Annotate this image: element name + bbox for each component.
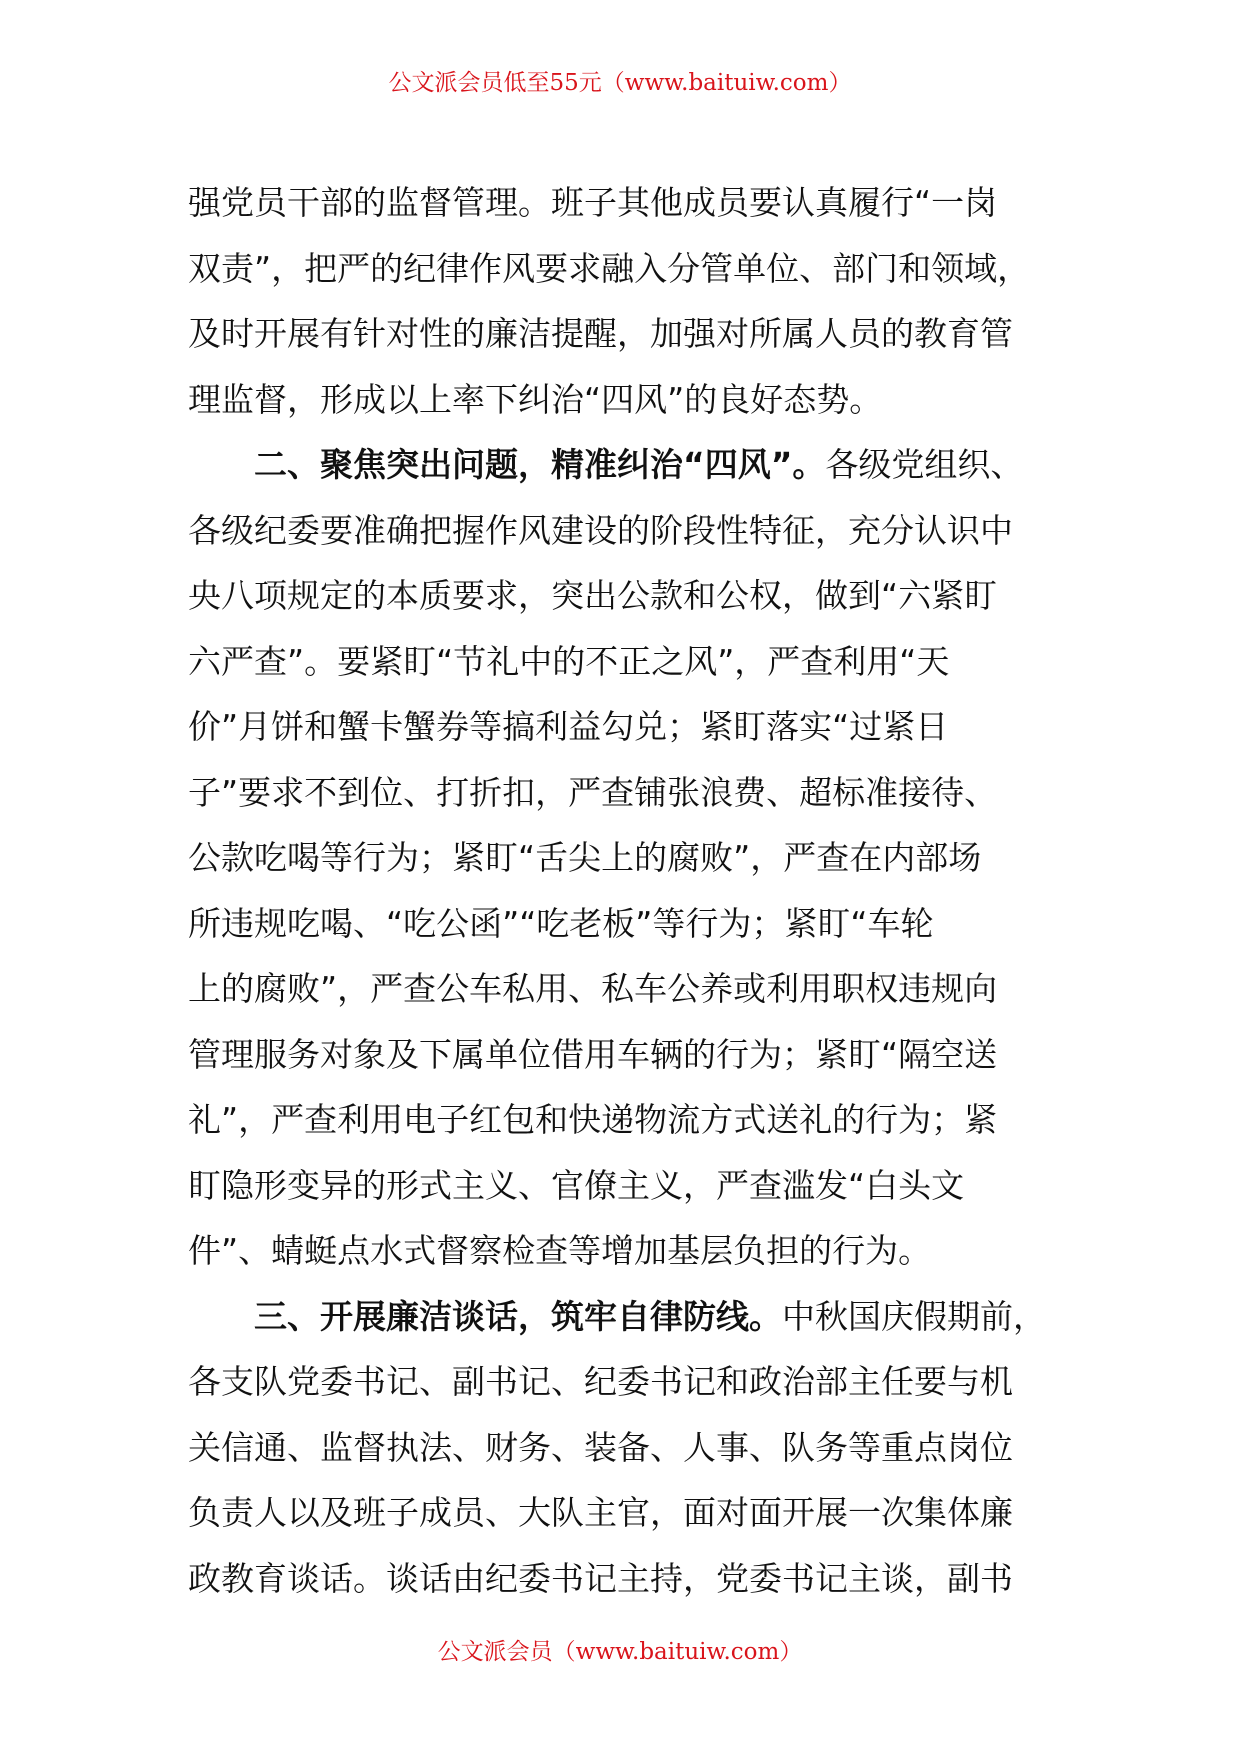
section-2-first-line [188,432,1078,498]
section-2-line: 礼”，严查利用电子红包和快递物流方式送礼的行为；紧 [188,1100,998,1139]
paragraph-1-line-4: 理监督，形成以上率下纠治“四风”的良好态势。 [188,379,883,419]
header-watermark-banner: 公文派会员低至55元（www.baituiw.com） [388,70,852,96]
section-3-first-line-rest: 中秋国庆假期前， [782,1296,1046,1336]
section-2-heading: 二、聚焦突出问题，精准纠治“四风”。 [254,445,826,484]
section-3-line: 各支队党委书记、副书记、纪委书记和政治部主任要与机 [188,1362,1013,1401]
section-3-heading: 三、开展廉洁谈话，筑牢自律防线。 [254,1296,782,1336]
section-2-line: 子”要求不到位、打折扣，严查铺张浪费、超标准接待、 [188,772,998,812]
section-2-line: 公款吃喝等行为；紧盯“舌尖上的腐败”，严查在内部场 [188,838,982,877]
paragraph-1-line-2: 双责”，把严的纪律作风要求融入分管单位、部门和领域， [188,248,1031,288]
footer-watermark-banner: 公文派会员（www.baituiw.com） [437,1639,803,1665]
section-2-line: 管理服务对象及下属单位借用车辆的行为；紧盯“隔空送 [188,1034,998,1074]
section-3-line: 关信通、监督执法、财务、装备、人事、队务等重点岗位 [188,1427,1013,1467]
section-2-line: 盯隐形变异的形式主义、官僚主义，严查滥发“白头文 [188,1165,965,1205]
section-2-line: 件”、蜻蜓点水式督察检查等增加基层负担的行为。 [188,1231,932,1270]
paragraph-1-line-1: 强党员干部的监督管理。班子其他成员要认真履行“一岗 [188,183,998,222]
section-2-line: 所违规吃喝、“吃公函”“吃老板”等行为；紧盯“车轮 [188,903,934,943]
section-3-line: 政教育谈话。谈话由纪委书记主持，党委书记主谈，副书 [188,1558,1013,1598]
section-2-first-line-rest: 各级党组织、 [825,445,1024,484]
section-2-line: 六严查”。要紧盯“节礼中的不正之风”，严查利用“天 [188,641,950,681]
section-3-line: 负责人以及班子成员、大队主官，面对面开展一次集体廉 [188,1493,1013,1532]
section-2-line: 央八项规定的本质要求，突出公款和公权，做到“六紧盯 [188,576,998,615]
section-2-line: 各级纪委要准确把握作风建设的阶段性特征，充分认识中 [188,510,1013,550]
section-2-line: 价”月饼和蟹卡蟹券等搞利益勾兑；紧盯落实“过紧日 [188,707,949,746]
document-body [188,170,1078,1611]
paragraph-1-line-3: 及时开展有针对性的廉洁提醒，加强对所属人员的教育管 [188,314,1013,353]
section-3-first-line [188,1284,1078,1350]
section-2-line: 上的腐败”，严查公车私用、私车公养或利用职权违规向 [188,969,998,1008]
